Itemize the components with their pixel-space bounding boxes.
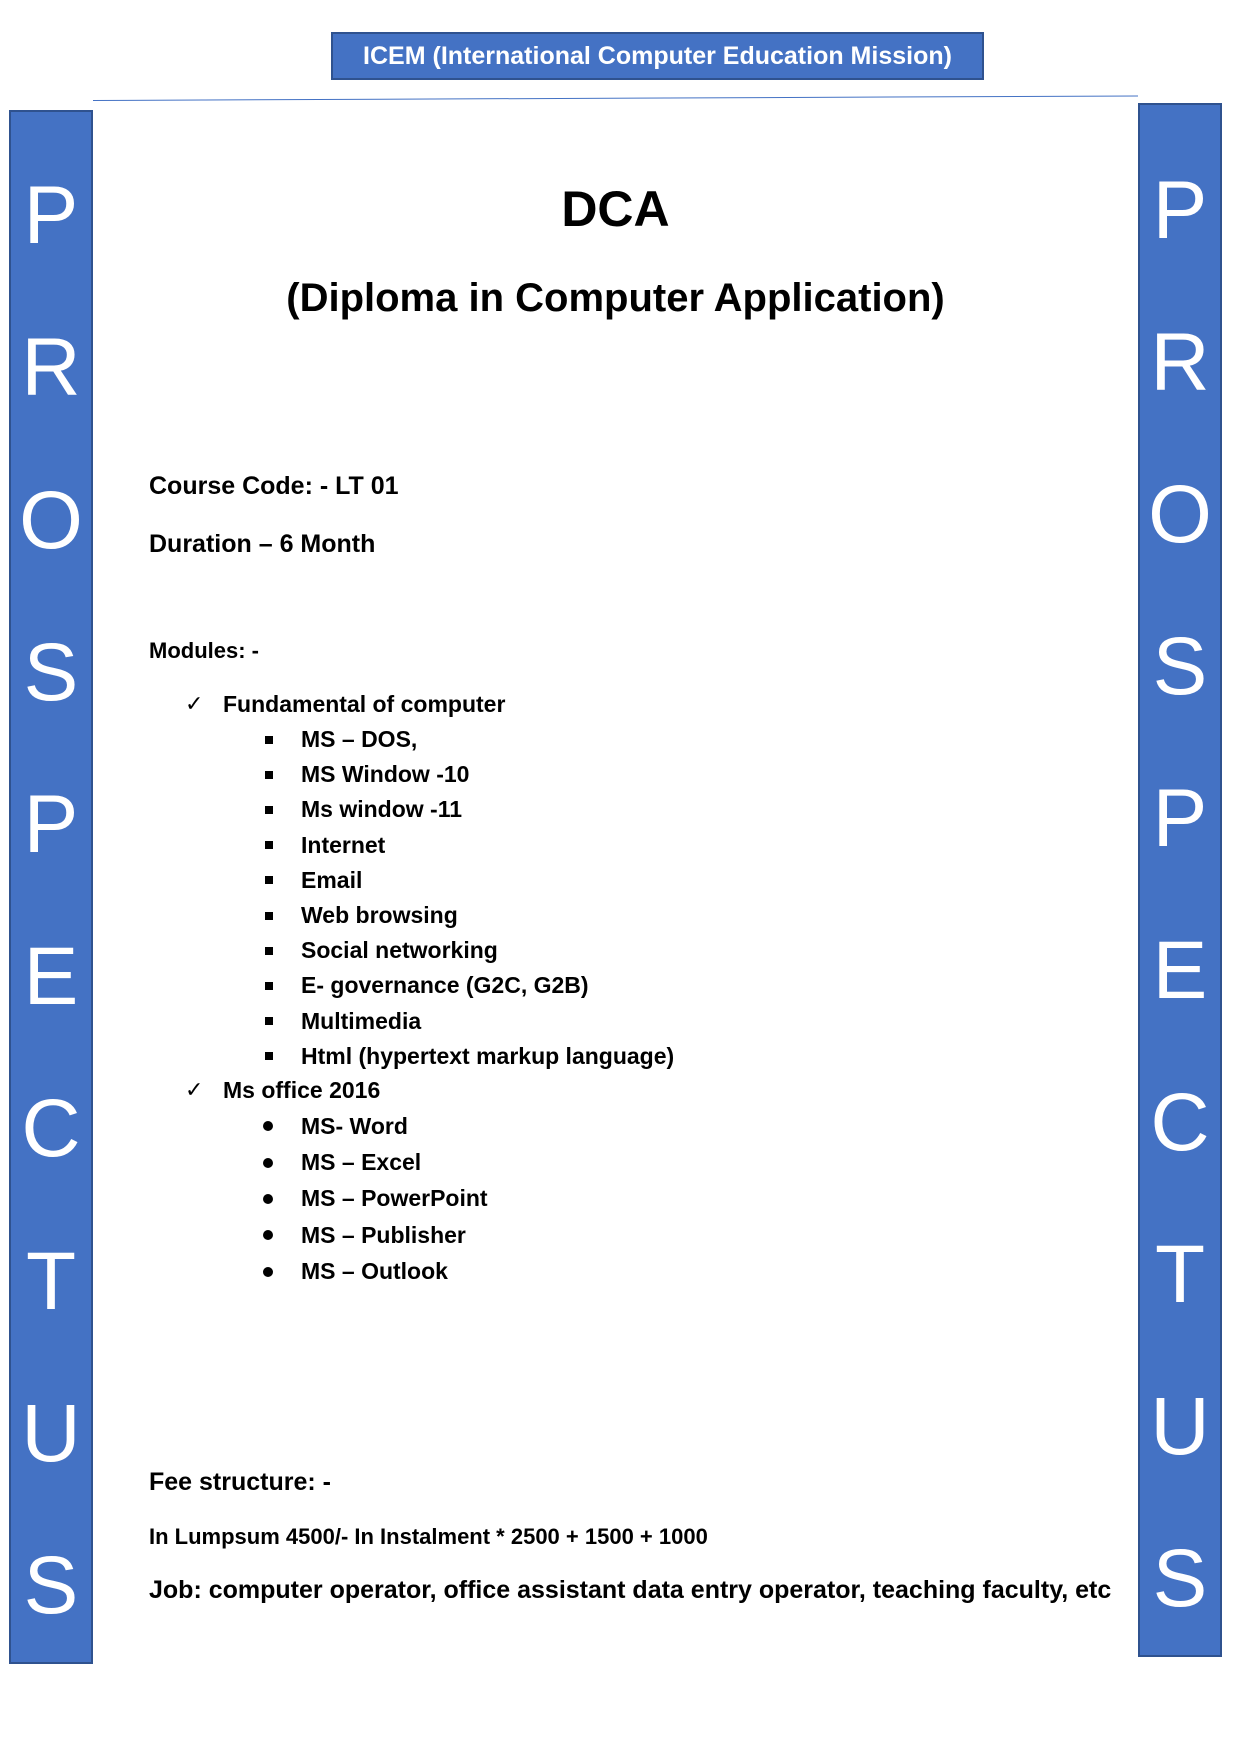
dot-bullet-icon — [263, 1230, 273, 1240]
list-item — [185, 722, 674, 757]
sidebar-letter: P — [1152, 165, 1208, 256]
list-item-label: MS – PowerPoint — [301, 1185, 488, 1212]
list-item-label: MS – Publisher — [301, 1221, 466, 1248]
list-item — [185, 1217, 488, 1253]
sidebar-letter: E — [23, 931, 79, 1023]
sidebar-letter: S — [23, 626, 79, 718]
list-item-label: MS Window -10 — [301, 761, 470, 788]
list-item-label: Html (hypertext markup language) — [301, 1042, 675, 1069]
dot-bullet-icon — [263, 1267, 273, 1277]
list-item — [185, 933, 674, 968]
course-duration: Duration – 6 Month — [149, 530, 376, 558]
course-title: DCA — [561, 181, 670, 237]
list-item — [185, 1004, 674, 1039]
square-bullet-icon — [265, 806, 273, 814]
module-group-ms-office — [185, 1072, 488, 1290]
module-item-list — [185, 1108, 488, 1290]
list-item-label: Multimedia — [301, 1007, 422, 1034]
sidebar-letter: O — [19, 474, 83, 566]
list-item-label: MS – Outlook — [301, 1258, 448, 1285]
list-item — [185, 757, 674, 792]
left-prospectus-bar — [9, 110, 93, 1664]
sidebar-letter: U — [21, 1387, 81, 1479]
course-code: Course Code: - LT 01 — [149, 472, 399, 500]
list-item-label: E- governance (G2C, G2B) — [301, 972, 589, 999]
list-item — [185, 1181, 488, 1217]
fee-details: In Lumpsum 4500/- In Instalment * 2500 + 1500 + 1000 — [149, 1524, 708, 1549]
list-item — [185, 898, 674, 933]
check-icon: ✓ — [185, 691, 204, 716]
sidebar-letter: C — [21, 1083, 81, 1175]
dot-bullet-icon — [263, 1194, 273, 1204]
sidebar-letter: S — [23, 1539, 79, 1631]
square-bullet-icon — [265, 876, 273, 884]
module-group-fundamentals — [185, 686, 674, 1074]
list-item-label: Ms window -11 — [301, 796, 463, 823]
sidebar-letter: U — [1150, 1381, 1210, 1472]
sidebar-letter: P — [23, 778, 79, 870]
module-group-title: Fundamental of computer — [223, 690, 506, 717]
sidebar-letter: T — [25, 1235, 77, 1327]
square-bullet-icon — [265, 736, 273, 744]
sidebar-letter: T — [1154, 1229, 1206, 1320]
list-item — [185, 1254, 488, 1290]
dot-bullet-icon — [263, 1158, 273, 1168]
sidebar-letter: E — [1152, 925, 1208, 1016]
sidebar-letter: S — [1152, 621, 1208, 712]
list-item-label: Email — [301, 866, 363, 893]
list-item — [185, 1108, 488, 1144]
modules-label: Modules: - — [149, 638, 259, 663]
list-item-label: Web browsing — [301, 902, 458, 929]
sidebar-letter: S — [1152, 1533, 1208, 1624]
list-item — [185, 1039, 674, 1074]
right-prospectus-bar — [1138, 103, 1222, 1657]
square-bullet-icon — [265, 1017, 273, 1025]
job-roles: Job: computer operator, office assistant data entry operator, teaching faculty, etc — [149, 1576, 1112, 1604]
list-item — [185, 1144, 488, 1180]
org-header-title: ICEM (International Computer Education Mission) — [363, 41, 952, 70]
square-bullet-icon — [265, 982, 273, 990]
sidebar-letter: P — [23, 170, 79, 262]
check-icon: ✓ — [185, 1077, 204, 1102]
dot-bullet-icon — [263, 1121, 273, 1131]
list-item-label: MS – Excel — [301, 1149, 422, 1176]
square-bullet-icon — [265, 771, 273, 779]
list-item — [185, 863, 674, 898]
sidebar-letter: P — [1152, 773, 1208, 864]
fee-structure-label: Fee structure: - — [149, 1468, 331, 1496]
list-item-label: MS – DOS, — [301, 726, 418, 753]
list-item-label: Internet — [301, 831, 386, 858]
list-item — [185, 828, 674, 863]
org-header-box — [331, 32, 984, 80]
list-item-label: Social networking — [301, 937, 498, 964]
square-bullet-icon — [265, 841, 273, 849]
square-bullet-icon — [265, 912, 273, 920]
sidebar-letter: R — [21, 322, 81, 414]
list-item — [185, 968, 674, 1003]
square-bullet-icon — [265, 947, 273, 955]
list-item-label: MS- Word — [301, 1112, 408, 1139]
top-divider — [93, 95, 1138, 101]
square-bullet-icon — [265, 1052, 273, 1060]
sidebar-letter: C — [1150, 1077, 1210, 1168]
module-group-title: Ms office 2016 — [223, 1076, 381, 1103]
module-item-list — [185, 722, 674, 1074]
sidebar-letter: O — [1148, 469, 1212, 560]
sidebar-letter: R — [1150, 317, 1210, 408]
list-item — [185, 792, 674, 827]
course-subtitle: (Diploma in Computer Application) — [286, 276, 945, 320]
